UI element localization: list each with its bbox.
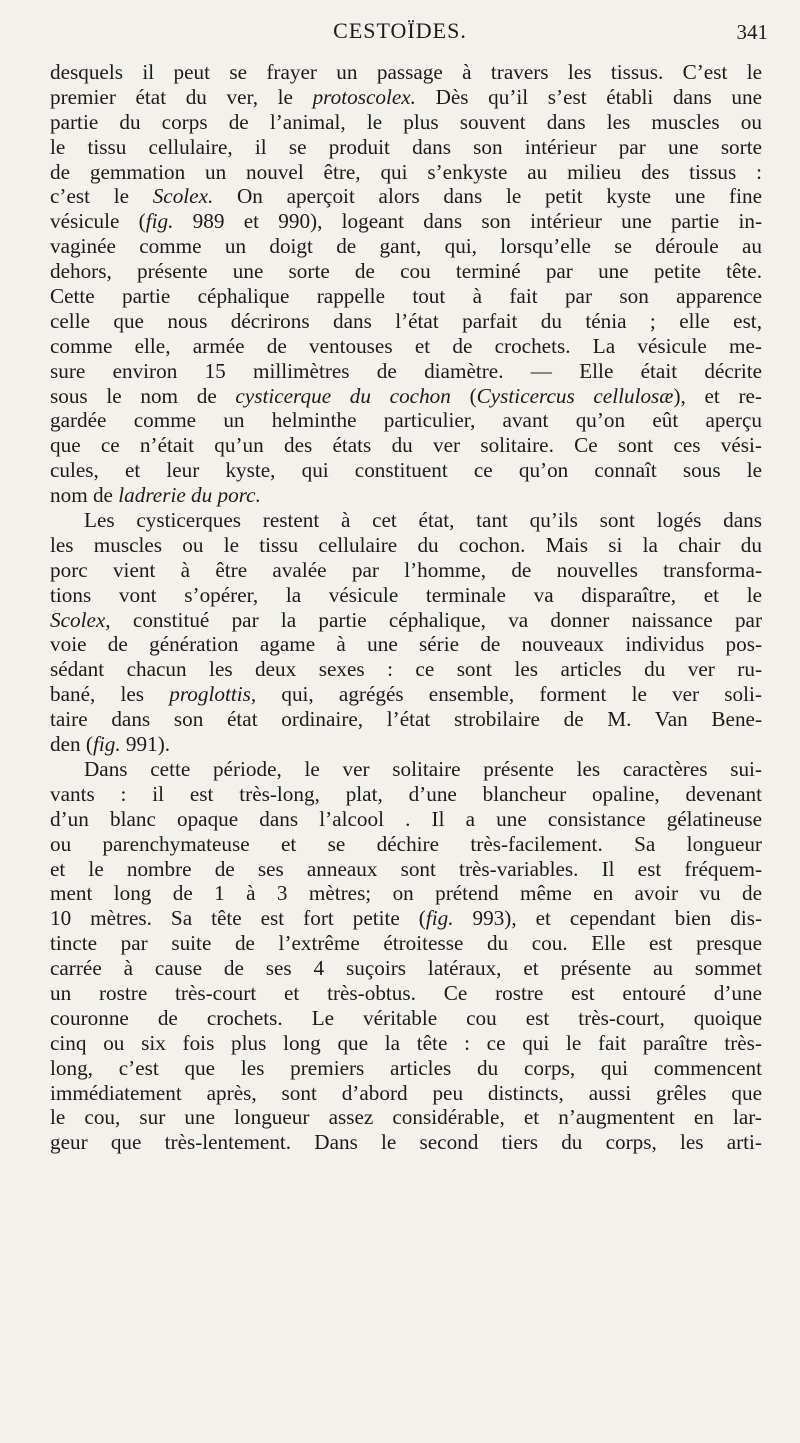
text-run: un rostre très-court et très-obtus. Ce rostre est entouré d’une — [50, 980, 762, 1005]
text-line — [50, 234, 762, 259]
text-line — [50, 632, 762, 657]
text-run: tions vont s’opérer, la vésicule terminale va disparaître, et le — [50, 582, 762, 607]
text-line — [50, 757, 762, 782]
text-run: partie du corps de l’animal, le plus souvent dans les muscles ou — [50, 109, 762, 134]
text-run: cinq ou six fois plus long que la tête : ce qui le fait paraître très- — [50, 1030, 762, 1055]
text-run: couronne de crochets. Le véritable cou est très-court, quoique — [50, 1005, 762, 1030]
text-run: 10 mètres. Sa tête est fort petite ( — [50, 906, 426, 931]
text-run: Dans cette période, le ver solitaire présente les caractères sui- — [84, 756, 762, 781]
text-run: On aperçoit alors dans le petit kyste une fine — [213, 184, 762, 209]
text-run: Dès qu’il s’est établi dans une — [415, 84, 762, 109]
text-line — [50, 309, 762, 334]
text-line — [50, 1006, 762, 1031]
text-run: desquels il peut se frayer un passage à travers les tissus. C’est le — [50, 60, 762, 84]
italic-text: ladrerie du porc. — [118, 483, 261, 508]
text-run: porc vient à être avalée par l’homme, de nouvelles transforma- — [50, 557, 762, 582]
text-run: le cou, sur une longueur assez considérable, et n’augmentent en lar- — [50, 1105, 762, 1130]
text-line — [50, 483, 762, 508]
text-line — [50, 433, 762, 458]
text-run: vants : il est très-long, plat, d’une blancheur opaline, devenant — [50, 781, 762, 806]
text-run: gardée comme un helminthe particulier, avant qu’on eût aperçu — [50, 408, 762, 433]
text-run: den ( — [50, 732, 93, 757]
text-line — [50, 408, 762, 433]
text-line — [50, 458, 762, 483]
text-line — [50, 881, 762, 906]
text-line — [50, 931, 762, 956]
text-line — [50, 832, 762, 857]
page-number: 341 — [736, 20, 768, 44]
text-line — [50, 608, 762, 633]
text-line — [50, 508, 762, 533]
text-line — [50, 732, 762, 757]
text-line — [50, 184, 762, 209]
text-line — [50, 1031, 762, 1056]
text-line — [50, 558, 762, 583]
text-line — [50, 956, 762, 981]
text-line — [50, 334, 762, 359]
text-run: 991). — [120, 732, 171, 757]
text-run: les muscles ou le tissu cellulaire du cochon. Mais si la chair du — [50, 532, 762, 557]
text-line — [50, 707, 762, 732]
text-run: de gemmation un nouvel être, qui s’enkyste au milieu des tissus : — [50, 159, 762, 184]
text-run: ), et re- — [673, 383, 762, 408]
text-run: voie de génération agame à une série de nouveaux individus pos- — [50, 632, 762, 657]
text-run: Cette partie céphalique rappelle tout à fait par son apparence — [50, 284, 762, 309]
text-run: geur que très-lentement. Dans le second tiers du corps, les arti- — [50, 1130, 762, 1155]
text-run: 989 et 990), logeant dans son intérieur une partie in- — [173, 209, 762, 234]
text-line — [50, 533, 762, 558]
text-run: sous le nom de — [50, 383, 236, 408]
text-line — [50, 384, 762, 409]
text-line — [50, 160, 762, 185]
text-line — [50, 60, 762, 85]
text-run: 993), et cependant bien dis- — [453, 906, 763, 931]
text-line — [50, 682, 762, 707]
text-line — [50, 657, 762, 682]
text-run: carrée à cause de ses 4 suçoirs latéraux, et présente au sommet — [50, 956, 762, 981]
text-run: nom de — [50, 483, 119, 508]
text-line — [50, 857, 762, 882]
text-line — [50, 259, 762, 284]
text-run: dehors, présente une sorte de cou terminé par une petite tête. — [50, 259, 762, 284]
text-run: constitué par la partie céphalique, va donner naissance par — [110, 607, 762, 632]
italic-text: cysticerque du cochon — [235, 383, 451, 408]
text-run: cules, et leur kyste, qui constituent ce qu’on connaît sous le — [50, 458, 762, 483]
text-line — [50, 981, 762, 1006]
text-run: tincte par suite de l’extrême étroitesse du cou. Elle est presque — [50, 931, 762, 956]
text-line — [50, 135, 762, 160]
italic-text: fig. — [145, 209, 174, 234]
running-title: CESTOÏDES. — [333, 18, 467, 43]
text-line — [50, 782, 762, 807]
text-line — [50, 1105, 762, 1130]
text-line — [50, 209, 762, 234]
text-run: que ce n’était qu’un des états du ver solitaire. Ce sont ces vési- — [50, 433, 762, 458]
text-run: vésicule ( — [50, 209, 146, 234]
italic-text: Cysticercus cellulosæ — [476, 383, 674, 408]
text-run: le tissu cellulaire, il se produit dans son intérieur par une sorte — [50, 134, 762, 159]
text-run: vaginée comme un doigt de gant, qui, lorsqu’elle se déroule au — [50, 234, 762, 259]
text-line — [50, 359, 762, 384]
text-run: sure environ 15 millimètres de diamètre. — Elle était décrite — [50, 358, 762, 383]
text-run: Les cysticerques restent à cet état, tant qu’ils sont logés dans — [84, 508, 762, 533]
text-line — [50, 85, 762, 110]
text-line — [50, 1130, 762, 1155]
text-run: c’est le — [50, 184, 153, 209]
italic-text: Scolex. — [152, 184, 214, 209]
text-run: celle que nous décrirons dans l’état parfait du ténia ; elle est, — [50, 308, 762, 333]
page-header — [0, 18, 800, 52]
text-run: ment long de 1 à 3 mètres; on prétend même en avoir vu de — [50, 881, 762, 906]
text-line — [50, 284, 762, 309]
text-run: comme elle, armée de ventouses et de crochets. La vésicule me- — [50, 333, 762, 358]
text-run: sédant chacun les deux sexes : ce sont les articles du ver ru- — [50, 657, 762, 682]
text-run: ou parenchymateuse et se déchire très-facilement. Sa longueur — [50, 831, 762, 856]
italic-text: protoscolex. — [312, 84, 416, 109]
text-run: d’un blanc opaque dans l’alcool . Il a une consistance gélatineuse — [50, 806, 762, 831]
text-line — [50, 110, 762, 135]
text-line — [50, 1056, 762, 1081]
text-line — [50, 1081, 762, 1106]
text-run: immédiatement après, sont d’abord peu distincts, aussi grêles que — [50, 1080, 762, 1105]
text-run: taire dans son état ordinaire, l’état strobilaire de M. Van Bene- — [50, 707, 762, 732]
text-run: qui, agrégés ensemble, forment le ver soli- — [256, 682, 762, 707]
text-line — [50, 906, 762, 931]
text-run: bané, les — [50, 682, 170, 707]
text-run: et le nombre de ses anneaux sont très-variables. Il est fréquem- — [50, 856, 762, 881]
italic-text: fig. — [425, 906, 454, 931]
text-run: premier état du ver, le — [50, 84, 313, 109]
italic-text: Scolex, — [50, 607, 111, 632]
text-run: long, c’est que les premiers articles du corps, qui commencent — [50, 1055, 762, 1080]
italic-text: fig. — [92, 732, 121, 757]
text-run: ( — [450, 383, 477, 408]
text-line — [50, 807, 762, 832]
text-line — [50, 583, 762, 608]
italic-text: proglottis, — [169, 682, 257, 707]
body-text — [50, 60, 762, 1155]
